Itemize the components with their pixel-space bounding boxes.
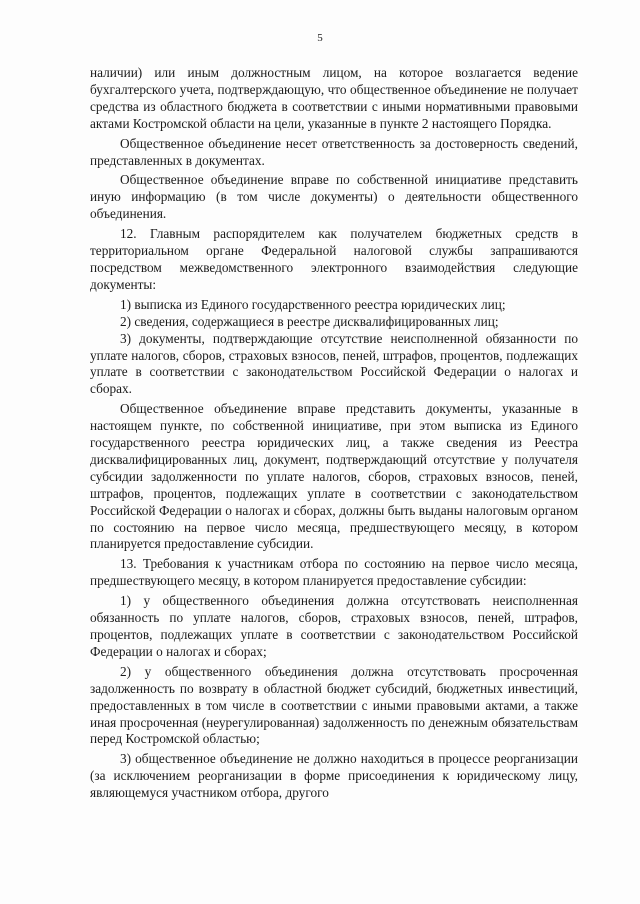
list-item-13-1: 1) у общественного объединения должна отсутствовать неисполненная обязанность по уплате налогов, сборов, страховых взносов, пеней, штрафов, процентов, подлежащих уплате в соответствии с законодательством Российской Федерации о налогах и сборах; [90, 593, 578, 659]
list-item-13-3: 3) общественное объединение не должно находиться в процессе реорганизации (за исключением реорганизации в форме присоединения к юридическому лицу, являющемуся участником отбора, другого [90, 751, 578, 801]
list-item-12-2: 2) сведения, содержащиеся в реестре дисквалифицированных лиц; [120, 313, 499, 329]
paragraph-responsibility: Общественное объединение несет ответственность за достоверность сведений, представленных в документах. [90, 135, 578, 168]
paragraph-item-12: 12. Главным распорядителем как получателем бюджетных средств в территориальном органе Федеральной налоговой службы запрашиваются посредством межведомственного электронного взаимодействия следующие документы: [90, 226, 578, 292]
paragraph-documents-submission: Общественное объединение вправе представить документы, указанные в настоящем пункте, по собственной инициативе, при этом выписка из Единого государственного реестра юридических лиц, а также сведения из Реестра дисквалифицированных лиц, документ, подтверждающий отсутствие у получателя субсидии задолженности по уплате налогов, сборов, страховых взносов, пеней, штрафов, процентов, подлежащих уплате в соответствии с законодательством Российской Федерации о налогах и сборах, должны быть выданы налоговым органом по состоянию на первое число месяца, предшествующего месяцу, в котором планируется предоставление субсидии. [90, 401, 578, 552]
paragraph-own-initiative: Общественное объединение вправе по собственной инициативе представить иную информацию (в том числе документы) о деятельности общественного объединения. [90, 172, 578, 222]
paragraph-item-13: 13. Требования к участникам отбора по состоянию на первое число месяца, предшествующего месяцу, в котором планируется предоставление субсидии: [90, 556, 578, 589]
paragraph-continuation: наличии) или иным должностным лицом, на которое возлагается ведение бухгалтерского учета, подтверждающую, что общественное объединение не получает средства из областного бюджета в соответствии с иными нормативными правовыми актами Костромской области на цели, указанные в пункте 2 настоящего Порядка. [90, 65, 578, 131]
page-number: 5 [317, 32, 323, 44]
list-item-13-2: 2) у общественного объединения должна отсутствовать просроченная задолженность по возврату в областной бюджет субсидий, бюджетных инвестиций, предоставленных в том числе в соответствии с иными правовыми актами, а также иная просроченная (неурегулированная) задолженность по денежным обязательствам перед Костромской областью; [90, 663, 578, 747]
list-item-12-3: 3) документы, подтверждающие отсутствие неисполненной обязанности по уплате налогов, сборов, страховых взносов, пеней, штрафов, процентов, подлежащих уплате в соответствии с законодательством Российской Федерации о налогах и сборах. [90, 330, 578, 397]
list-item-12-1: 1) выписка из Единого государственного реестра юридических лиц; [120, 296, 506, 312]
document-body [90, 65, 578, 805]
